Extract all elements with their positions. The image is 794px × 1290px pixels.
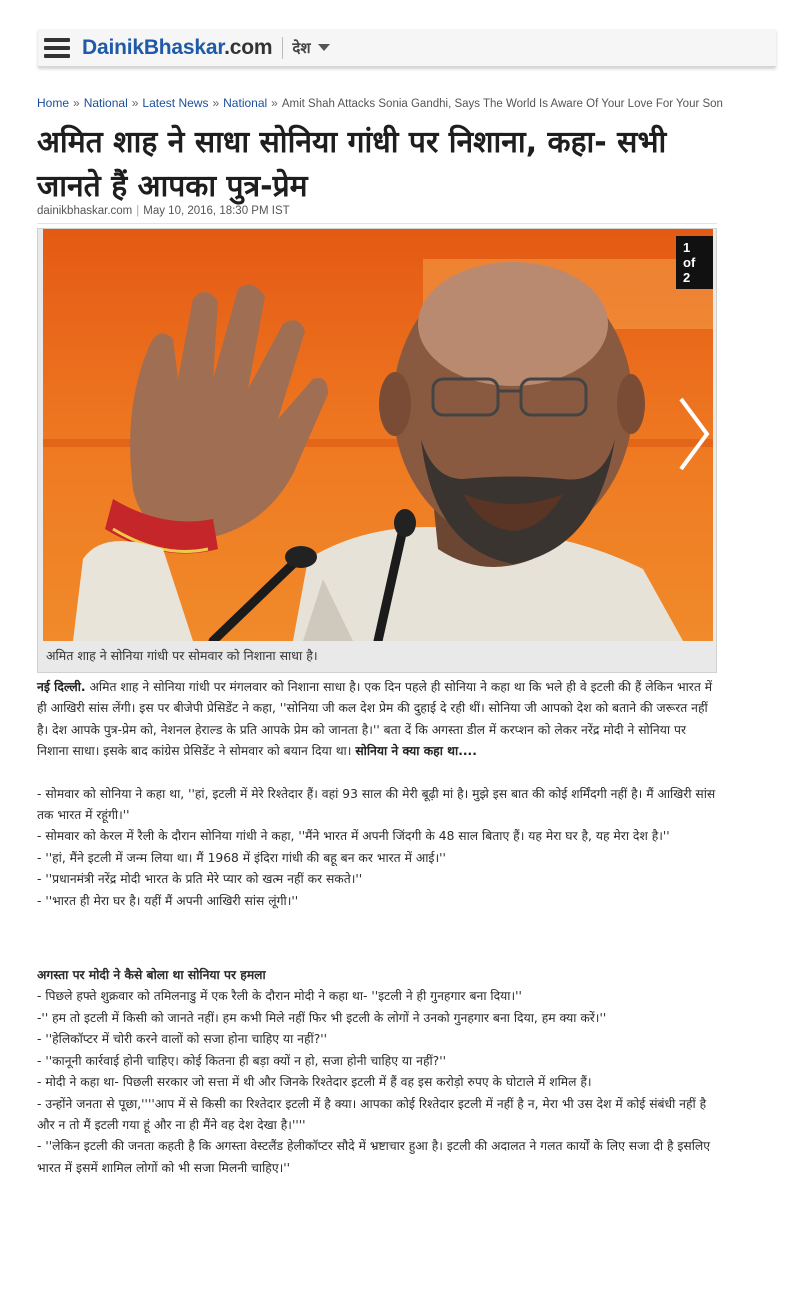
section-subheading: अगस्ता पर मोदी ने कैसे बोला था सोनिया पर हमला xyxy=(37,968,266,983)
section-label: देश xyxy=(292,38,311,57)
list-item: - ''प्रधानमंत्री नरेंद्र मोदी भारत के प्रति मेरे प्यार को खत्म नहीं कर सकते।'' xyxy=(37,872,363,887)
intro-bold: सोनिया ने क्या कहा था.... xyxy=(355,744,477,759)
list-item: - मोदी ने कहा था- पिछली सरकार जो सत्ता में थी और जिनके रिश्तेदार इटली में हैं वह इस करोड़ो रुपए के घोटाले में शमिल हैं। xyxy=(37,1075,592,1090)
breadcrumb-home[interactable]: Home xyxy=(37,96,70,110)
list-item: - सोमवार को केरल में रैली के दौरान सोनिया गांधी ने कहा, ''मैंने भारत में अपनी जिंदगी के 48 साल बिताए हैं। यह मेरा घर है, यह मेरा देश है।'' xyxy=(37,829,670,844)
article-headline: अमित शाह ने साधा सोनिया गांधी पर निशाना, कहा- सभी जानते हैं आपका पुत्र-प्रेम xyxy=(37,125,667,204)
article-intro: नई दिल्ली. अमित शाह ने सोनिया गांधी पर मंगलवार को निशाना साधा है। एक दिन पहले ही सोनिया ने कहा था कि भले ही वे इटली की हैं लेकिन भारत में ही आखिरी सांस लेंगी। इस पर बीजेपी प्रेसिडेंट ने कहा, ''सोनिया जी कल देश प्रेम की दुहाई दे रही थीं। सोनिया जी आपको देश को बताने की जरूरत नहीं है। देश आपके पुत्र-प्रेम को, नेशनल हेराल्ड के प्रति आपके प्रेम को जानता है।'' बता दें कि अगस्ता डील में करप्शन को लेकर नरेंद्र मोदी ने सोनिया पर निशाना साधा। इसके बाद कांग्रेस प्रेसिडेंट ने सोमवार को बयान दिया था। सोनिया ने क्या कहा था.... xyxy=(37,680,713,759)
chevron-down-icon xyxy=(318,44,330,51)
list-item: - ''हां, मैंने इटली में जन्म लिया था। मैं 1968 में इंदिरा गांधी की बहू बन कर भारत में आई।'' xyxy=(37,850,446,865)
article-date: May 10, 2016, 18:30 PM IST xyxy=(143,205,290,217)
menu-icon[interactable] xyxy=(44,38,70,58)
slide-counter: 1 of 2 xyxy=(676,236,713,289)
photo-gallery xyxy=(37,228,717,673)
breadcrumb-current: Amit Shah Attacks Sonia Gandhi, Says The World Is Aware Of Your Love For Your Son xyxy=(281,98,723,110)
list-item: - ''कानूनी कार्रवाई होनी चाहिए। कोई कितना ही बड़ा क्यों न हो, सजा होनी चाहिए या नहीं?'' xyxy=(37,1053,446,1068)
list-item: - पिछले हफ्ते शुक्रवार को तमिलनाडु में एक रैली के दौरान मोदी ने कहा था- ''इटली ने ही गुनहगार बना दिया।'' xyxy=(37,989,522,1004)
header-divider xyxy=(282,37,283,59)
list-item: - ''लेकिन इटली की जनता कहती है कि अगस्ता वेस्टलैंड हेलीकॉप्टर सौदे में भ्रष्टाचार हुआ है। इटली की अदालत ने गलत कार्यों के लिए सजा दी है इसलिए भारत में इसमें शामिल लोगों को भी सजा मिलनी चाहिए।'' xyxy=(37,1139,711,1175)
meta-divider xyxy=(37,223,717,224)
photo-illustration xyxy=(43,229,713,641)
breadcrumb: Home » National » Latest News » National » Amit Shah Attacks Sonia Gandhi, Says The World Is Aware Of Your Love For Your Son xyxy=(37,96,723,110)
article-source: dainikbhaskar.com xyxy=(37,205,133,217)
breadcrumb-national[interactable]: National xyxy=(83,96,128,110)
list-item: - उन्होंने जनता से पूछा,''''आप में से किसी का रिश्तेदार इटली में है क्या। आपका कोई रिश्तेदार इटली में नहीं है न, मेरा भी उस देश में कोई संबंधी नहीं है और न तो मैं इटली गया हूं और ना ही मैंने वह देश देखा है।'''' xyxy=(37,1096,707,1132)
article-meta: dainikbhaskar.com | May 10, 2016, 18:30 PM IST xyxy=(37,205,290,217)
dateline: नई दिल्ली. xyxy=(37,680,86,694)
list-item: - ''भारत ही मेरा घर है। यहीं मैं अपनी आखिरी सांस लूंगी।'' xyxy=(37,893,299,908)
article-photo xyxy=(43,229,713,641)
breadcrumb-latest-news[interactable]: Latest News xyxy=(142,96,209,110)
site-header xyxy=(38,29,776,67)
list-item: - सोमवार को सोनिया ने कहा था, ''हां, इटली में मेरे रिश्तेदार हैं। वहां 93 साल की मेरी बूढ़ी मां है। मुझे इस बात की कोई शर्मिंदगी नहीं है। मैं आखिरी सांस तक भारत में रहूंगी।'' xyxy=(37,786,716,823)
article-body xyxy=(37,677,721,1179)
section-dropdown[interactable] xyxy=(292,38,329,58)
list-item: -'' हम तो इटली में किसी को जानते नहीं। हम कभी मिले नहीं फिर भी इटली के लोगों ने उनको गुनहगार बना दिया, हम क्या करें।'' xyxy=(37,1010,607,1025)
photo-caption: अमित शाह ने सोनिया गांधी पर सोमवार को निशाना साधा है। xyxy=(46,648,318,663)
site-logo[interactable]: DainikBhaskar.com xyxy=(82,35,273,59)
list-item: - ''हेलिकॉप्टर में चोरी करने वालों को सजा होना चाहिए या नहीं?'' xyxy=(37,1032,327,1047)
breadcrumb-national-2[interactable]: National xyxy=(223,96,268,110)
chevron-right-icon[interactable] xyxy=(676,394,712,474)
